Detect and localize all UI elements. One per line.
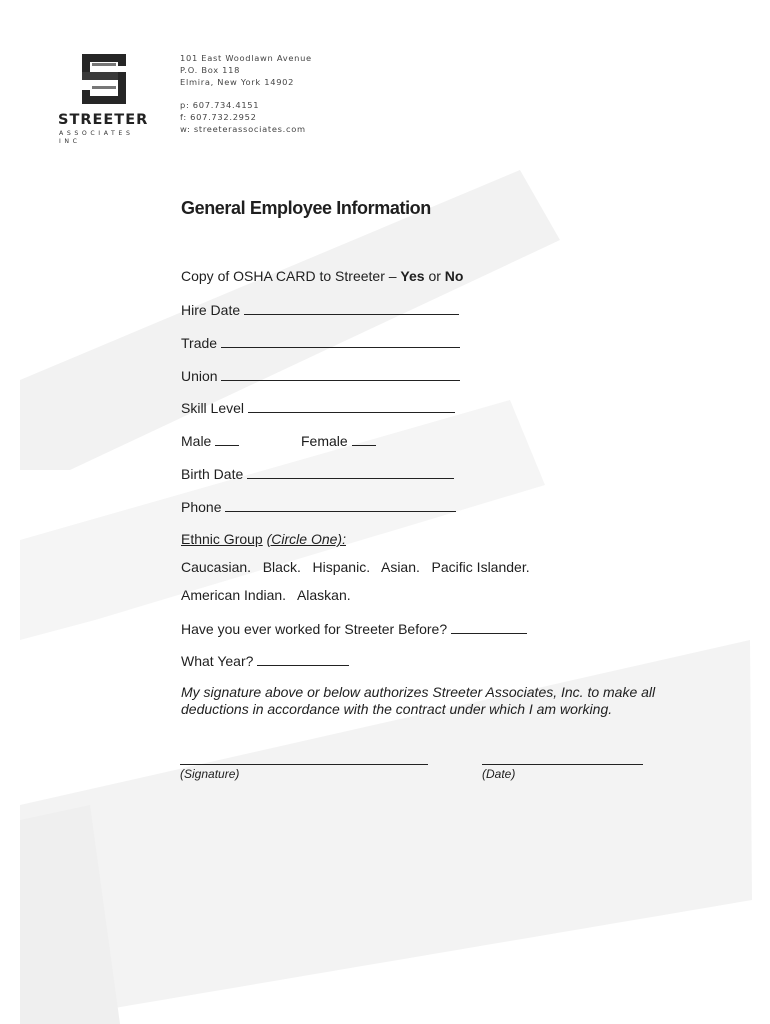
female-field[interactable] [352,432,376,446]
ethnic-options-line2[interactable]: American Indian. Alaskan. [181,587,351,603]
address-street: 101 East Woodlawn Avenue [180,53,312,63]
trade-field[interactable] [221,334,460,348]
worked-before-row [181,620,527,637]
company-subtitle: ASSOCIATES INC [59,130,134,145]
what-year-row [181,652,349,669]
skill-level-field[interactable] [248,399,455,413]
union-row [181,367,460,384]
worked-before-field[interactable] [451,620,527,634]
female-row [301,432,376,449]
what-year-field[interactable] [257,652,349,666]
birth-date-label: Birth Date [181,466,244,482]
ethnic-group-heading [181,531,346,547]
contact-fax: f: 607.732.2952 [180,111,257,122]
authorization-statement: My signature above or below authorizes Streeter Associates, Inc. to make all deductions in accordance with the contract under which I am working. [181,684,656,717]
hire-date-field[interactable] [244,301,459,315]
female-label: Female [301,433,348,449]
hire-date-row [181,301,459,318]
phone-row [181,498,456,515]
hire-date-label: Hire Date [181,302,241,318]
date-line[interactable] [482,764,643,765]
phone-label: Phone [181,499,222,515]
osha-label: Copy of OSHA CARD to Streeter – [181,268,401,284]
ethnic-group-label: Ethnic Group [181,531,263,547]
ethnic-options-line1[interactable]: Caucasian. Black. Hispanic. Asian. Pacific Islander. [181,559,530,575]
address-city: Elmira, New York 14902 [180,77,295,88]
phone-field[interactable] [225,498,456,512]
contact-phone: p: 607.734.4151 [180,99,260,110]
osha-card-line: Copy of OSHA CARD to Streeter – Yes or No [181,268,464,284]
trade-label: Trade [181,335,218,351]
male-row [181,432,239,449]
company-logo [58,54,158,145]
form-title: General Employee Information [181,198,431,218]
osha-no-option[interactable]: No [444,268,464,284]
male-field[interactable] [215,432,239,446]
union-label: Union [181,368,218,384]
birth-date-field[interactable] [247,465,454,479]
male-label: Male [181,433,212,449]
worked-before-label: Have you ever worked for Streeter Before? [181,621,448,637]
contact-web: w: streeterassociates.com [180,124,306,135]
streeter-s-icon [82,54,126,104]
osha-yes-option[interactable]: Yes [400,268,425,284]
skill-level-row [181,399,455,416]
signature-label: (Signature) [180,767,240,781]
union-field[interactable] [221,367,460,381]
birth-date-row [181,465,454,482]
signature-line[interactable] [180,764,428,765]
ethnic-group-note: (Circle One): [266,531,346,547]
date-label: (Date) [482,767,516,781]
address-po-box: P.O. Box 118 [180,65,241,76]
what-year-label: What Year? [181,653,254,669]
skill-level-label: Skill Level [181,400,245,416]
address-block [180,52,312,135]
trade-row [181,334,460,351]
company-name: STREETER [58,112,149,128]
